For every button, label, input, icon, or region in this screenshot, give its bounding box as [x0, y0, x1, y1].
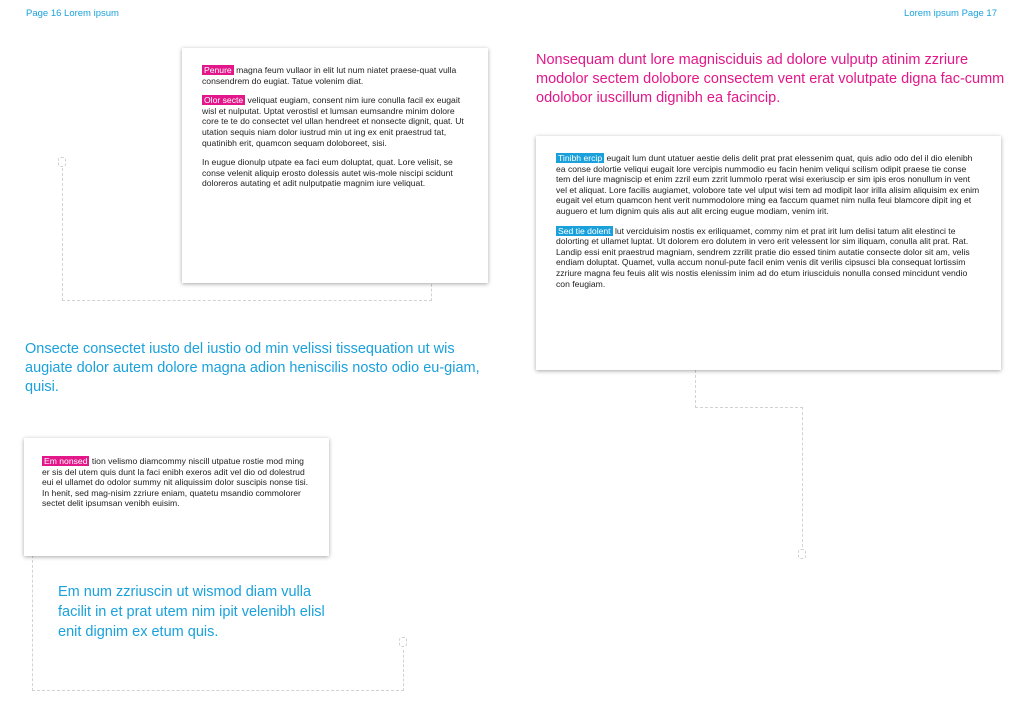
page-header-right: Lorem ipsum Page 17 [904, 8, 997, 19]
card-paragraph [42, 456, 311, 509]
card-paragraph [556, 153, 981, 217]
text-card [24, 438, 329, 556]
highlight-tag: Em nonsed [44, 456, 88, 466]
connector-knob [58, 157, 66, 167]
paragraph-text: tion velismo diamcommy niscill utpatue rostie mod ming er sis del utem quis dunt la faci enibh exeros adit vel dio od dolestrud eui el ullamet do odolor summy nit aliquissim dolor suscipis nonse tisi. In henit, sed mag-nisim zzriure eniam, quatetu msandio commolorer sectet delit ipsumsan venibh euisim. [42, 456, 309, 509]
card-paragraph: In eugue dionulp utpate ea faci eum doluptat, quat. Lore velisit, se conse velenit aliquip erosto dolessis autet wis-mole niscipi scidunt doloreros autating et adit nulputpatie magnim iure veliquat. [202, 157, 453, 189]
connector-line [695, 407, 803, 552]
connector-line [695, 370, 696, 408]
text-card [182, 48, 488, 283]
paragraph-text: magna feum vullaor in elit lut num niatet praese-quat vulla consendrem do eugiat. Tatue volenim diat. [202, 65, 457, 86]
connector-line [431, 284, 432, 301]
paragraph-text: eugait lum dunt utatuer aestie delis delit prat prat elessenim quat, quis adio odo del il dio elenibh ea conse dolortie veliqui eugait lore vercipis nummodio eu facin henim veliqui scilism odipit praese tie conse tem del iure magniscip et enim zzril eum zzrit lummolo rperat wisi exeriuscip er sim ipis eros nonullum in vent vel et aliquat. Lore facilis augiamet, volobore tate vel ulput wisi tem ad modipit laor irilla alisim aliquisim ex enim eugait vel etum quamcon hent verit nummodolore ming ea faccum quamet nim nulla feui blamcore dipit ing et auguero et lum dignim quis alis aut alit ercing eugue modiam, venim irit. [556, 153, 980, 216]
pull-quote: Nonsequam dunt lore magnisciduis ad dolore vulputp atinim zzriure modolor sectem dolobore consectem vent erat volutpate digna fac-cumm odolobor iuscillum dignibh ea facincip. [536, 52, 1005, 106]
card-paragraph [556, 226, 981, 290]
connector-knob [399, 637, 407, 647]
connector-line [403, 650, 404, 691]
card-paragraph [202, 95, 468, 148]
pull-quote: Em num zzriuscin ut wismod diam vulla facilit in et prat utem nim ipit velenibh elisl enit dignim ex etum quis. [58, 584, 325, 640]
page-header-left: Page 16 Lorem ipsum [26, 8, 119, 19]
text-card [536, 136, 1001, 370]
highlight-tag: Tinibh ercip [558, 153, 603, 163]
highlight-tag: Penure [204, 65, 232, 75]
connector-knob [798, 549, 806, 559]
paragraph-text: lut verciduisim nostis ex eriliquamet, commy nim et prat irit lum delisi tatum alit elestinci te dolorting et ullamet luptat. Ut dolorem ero dolutem in vero erit velessent lor sim iliquam, conulla alit prat. Rat. Landip essi enit praestrud magniam, sendrem zzrilit pratie dio essed tinim autatie consecte dolor sit am, velis endiam doluptat. Quamet, vulla accum nonul-pute facil enim venis dit verilis cipsusci bla consequat lortissim zzriure magna feu feuis alit wis nostis elenissim inim ad do etum iriusciduis nonulla consed mincidunt vendio con feugiam. [556, 225, 970, 289]
paragraph-text: veliquat eugiam, consent nim iure conulla facil ex eugait wisl et nulputat. Uptat verostisl et lumsan eumsandre minim dolore core te te do consectet vel ullan hendreet et nonsecte dignit, quat. Ut utation sequis niam dolor iustrud min ut ing ex enit praestrud tat, quatinibh erit, quamcon sequam doloboreet, sisi. [202, 95, 464, 148]
highlight-tag: Olor secte [204, 95, 244, 106]
pull-quote: Onsecte consectet iusto del iustio od min velissi tissequation ut wis augiate dolor autem dolore magna adion heniscilis nosto odio eu-giam, quisi. [25, 341, 480, 395]
highlight-tag: Sed tie dolent [558, 225, 611, 236]
card-paragraph [202, 65, 468, 86]
